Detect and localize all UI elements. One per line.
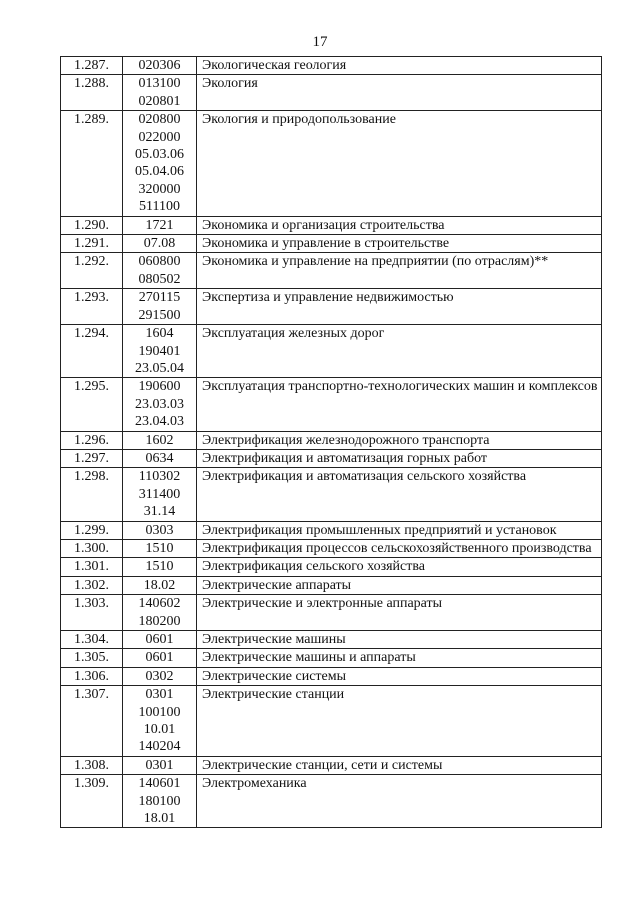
row-number: 1.296. bbox=[61, 431, 123, 449]
specialty-code: 1604 bbox=[145, 326, 174, 342]
table-row bbox=[61, 235, 602, 253]
row-number: 1.300. bbox=[61, 539, 123, 557]
table-row bbox=[61, 111, 602, 216]
specialty-codes-cell bbox=[123, 468, 197, 521]
specialty-name: Экология bbox=[197, 75, 602, 111]
specialty-name: Электрификация процессов сельскохозяйственного производства bbox=[197, 539, 602, 557]
specialty-code: 0302 bbox=[145, 668, 174, 684]
specialty-codes-cell bbox=[123, 649, 197, 667]
specialty-code: 020800 bbox=[138, 112, 181, 128]
row-number: 1.309. bbox=[61, 775, 123, 828]
specialty-name: Экономика и организация строительства bbox=[197, 216, 602, 234]
specialty-name: Электрические и электронные аппараты bbox=[197, 595, 602, 631]
table-row bbox=[61, 667, 602, 685]
specialty-code: 320000 bbox=[138, 181, 181, 197]
specialty-code: 080502 bbox=[138, 271, 181, 287]
table-row bbox=[61, 253, 602, 289]
specialty-codes-cell bbox=[123, 576, 197, 594]
specialty-name: Электрификация промышленных предприятий и установок bbox=[197, 521, 602, 539]
specialty-codes-cell bbox=[123, 57, 197, 75]
specialty-codes-cell bbox=[123, 667, 197, 685]
specialty-code: 020801 bbox=[138, 93, 181, 109]
specialty-code: 0301 bbox=[145, 757, 174, 773]
table-row bbox=[61, 558, 602, 576]
table-row bbox=[61, 595, 602, 631]
specialty-code: 270115 bbox=[138, 290, 181, 306]
specialty-codes-cell bbox=[123, 686, 197, 757]
specialty-code: 110302 bbox=[138, 469, 181, 485]
table-row bbox=[61, 449, 602, 467]
table-row bbox=[61, 216, 602, 234]
table-row bbox=[61, 649, 602, 667]
table-row bbox=[61, 431, 602, 449]
table-body bbox=[61, 57, 602, 828]
specialty-name: Электрификация и автоматизация горных работ bbox=[197, 449, 602, 467]
specialty-code: 0601 bbox=[145, 650, 174, 666]
page-number: 17 bbox=[312, 34, 328, 50]
row-number: 1.305. bbox=[61, 649, 123, 667]
specialty-codes-table bbox=[60, 56, 602, 828]
specialty-name: Электрификация сельского хозяйства bbox=[197, 558, 602, 576]
specialty-code: 022000 bbox=[138, 129, 181, 145]
specialty-name: Экономика и управление в строительстве bbox=[197, 235, 602, 253]
specialty-codes-cell bbox=[123, 631, 197, 649]
specialty-codes-cell bbox=[123, 235, 197, 253]
specialty-name: Электрические станции, сети и системы bbox=[197, 756, 602, 774]
specialty-codes-cell bbox=[123, 449, 197, 467]
specialty-code: 31.14 bbox=[143, 504, 176, 520]
specialty-code: 0634 bbox=[145, 450, 174, 466]
specialty-name: Электрификация и автоматизация сельского хозяйства bbox=[197, 468, 602, 521]
row-number: 1.299. bbox=[61, 521, 123, 539]
table-row bbox=[61, 756, 602, 774]
table-row bbox=[61, 468, 602, 521]
row-number: 1.288. bbox=[61, 75, 123, 111]
row-number: 1.287. bbox=[61, 57, 123, 75]
row-number: 1.291. bbox=[61, 235, 123, 253]
table-row bbox=[61, 576, 602, 594]
specialty-code: 23.03.03 bbox=[135, 396, 184, 412]
specialty-code: 140204 bbox=[138, 739, 181, 755]
specialty-code: 060800 bbox=[138, 254, 181, 270]
table-row bbox=[61, 521, 602, 539]
specialty-code: 180100 bbox=[138, 793, 181, 809]
specialty-name: Экспертиза и управление недвижимостью bbox=[197, 289, 602, 325]
specialty-code: 0301 bbox=[145, 687, 174, 703]
specialty-code: 013100 bbox=[138, 76, 181, 92]
specialty-code: 291500 bbox=[138, 307, 181, 323]
row-number: 1.307. bbox=[61, 686, 123, 757]
table-row bbox=[61, 539, 602, 557]
specialty-codes-cell bbox=[123, 289, 197, 325]
specialty-code: 1510 bbox=[145, 540, 174, 556]
row-number: 1.301. bbox=[61, 558, 123, 576]
specialty-code: 0303 bbox=[145, 522, 174, 538]
specialty-code: 18.01 bbox=[143, 811, 176, 827]
row-number: 1.295. bbox=[61, 378, 123, 431]
specialty-name: Электрификация железнодорожного транспорта bbox=[197, 431, 602, 449]
specialty-code: 511100 bbox=[139, 199, 180, 215]
row-number: 1.308. bbox=[61, 756, 123, 774]
specialty-codes-cell bbox=[123, 558, 197, 576]
table-row bbox=[61, 631, 602, 649]
row-number: 1.306. bbox=[61, 667, 123, 685]
specialty-code: 1721 bbox=[145, 217, 174, 233]
specialty-code: 180200 bbox=[138, 613, 181, 629]
table-row bbox=[61, 686, 602, 757]
specialty-codes-cell bbox=[123, 75, 197, 111]
specialty-codes-cell bbox=[123, 775, 197, 828]
specialty-codes-cell bbox=[123, 253, 197, 289]
row-number: 1.290. bbox=[61, 216, 123, 234]
specialty-codes-cell bbox=[123, 325, 197, 378]
specialty-code: 23.05.04 bbox=[135, 360, 184, 376]
specialty-code: 311400 bbox=[138, 486, 181, 502]
row-number: 1.289. bbox=[61, 111, 123, 216]
specialty-code: 1510 bbox=[145, 559, 174, 575]
table-row bbox=[61, 775, 602, 828]
specialty-name: Экология и природопользование bbox=[197, 111, 602, 216]
specialty-code: 140602 bbox=[138, 596, 181, 612]
specialty-code: 10.01 bbox=[143, 722, 176, 738]
table-row bbox=[61, 75, 602, 111]
specialty-name: Экономика и управление на предприятии (по отраслям)** bbox=[197, 253, 602, 289]
specialty-name: Электрические станции bbox=[197, 686, 602, 757]
row-number: 1.292. bbox=[61, 253, 123, 289]
table-row bbox=[61, 57, 602, 75]
specialty-code: 020306 bbox=[138, 58, 181, 73]
specialty-codes-cell bbox=[123, 378, 197, 431]
specialty-code: 0601 bbox=[145, 632, 174, 647]
specialty-name: Электрические машины bbox=[197, 631, 602, 649]
specialty-codes-cell bbox=[123, 216, 197, 234]
row-number: 1.294. bbox=[61, 325, 123, 378]
specialty-code: 190600 bbox=[138, 379, 181, 395]
specialty-name: Электрические машины и аппараты bbox=[197, 649, 602, 667]
specialty-codes-cell bbox=[123, 539, 197, 557]
specialty-code: 23.04.03 bbox=[135, 414, 184, 430]
row-number: 1.302. bbox=[61, 576, 123, 594]
specialty-codes-cell bbox=[123, 111, 197, 216]
row-number: 1.297. bbox=[61, 449, 123, 467]
specialty-name: Экологическая геология bbox=[197, 57, 602, 75]
specialty-name: Электрические системы bbox=[197, 667, 602, 685]
specialty-name: Электромеханика bbox=[197, 775, 602, 828]
specialty-code: 07.08 bbox=[143, 236, 176, 252]
specialty-name: Электрические аппараты bbox=[197, 576, 602, 594]
specialty-codes-cell bbox=[123, 756, 197, 774]
specialty-code: 190401 bbox=[138, 343, 181, 359]
specialty-code: 140601 bbox=[138, 776, 181, 792]
specialty-code: 05.04.06 bbox=[135, 164, 184, 180]
specialty-code: 05.03.06 bbox=[135, 147, 184, 163]
specialty-code: 1602 bbox=[145, 432, 174, 448]
specialty-code: 18.02 bbox=[143, 577, 176, 593]
specialty-code: 100100 bbox=[138, 704, 181, 720]
specialty-name: Эксплуатация железных дорог bbox=[197, 325, 602, 378]
specialty-name: Эксплуатация транспортно-технологических машин и комплексов bbox=[197, 378, 602, 431]
specialty-codes-cell bbox=[123, 595, 197, 631]
row-number: 1.298. bbox=[61, 468, 123, 521]
table-row bbox=[61, 289, 602, 325]
table-row bbox=[61, 378, 602, 431]
row-number: 1.303. bbox=[61, 595, 123, 631]
row-number: 1.293. bbox=[61, 289, 123, 325]
specialty-codes-cell bbox=[123, 431, 197, 449]
specialty-codes-cell bbox=[123, 521, 197, 539]
row-number: 1.304. bbox=[61, 631, 123, 649]
table-row bbox=[61, 325, 602, 378]
